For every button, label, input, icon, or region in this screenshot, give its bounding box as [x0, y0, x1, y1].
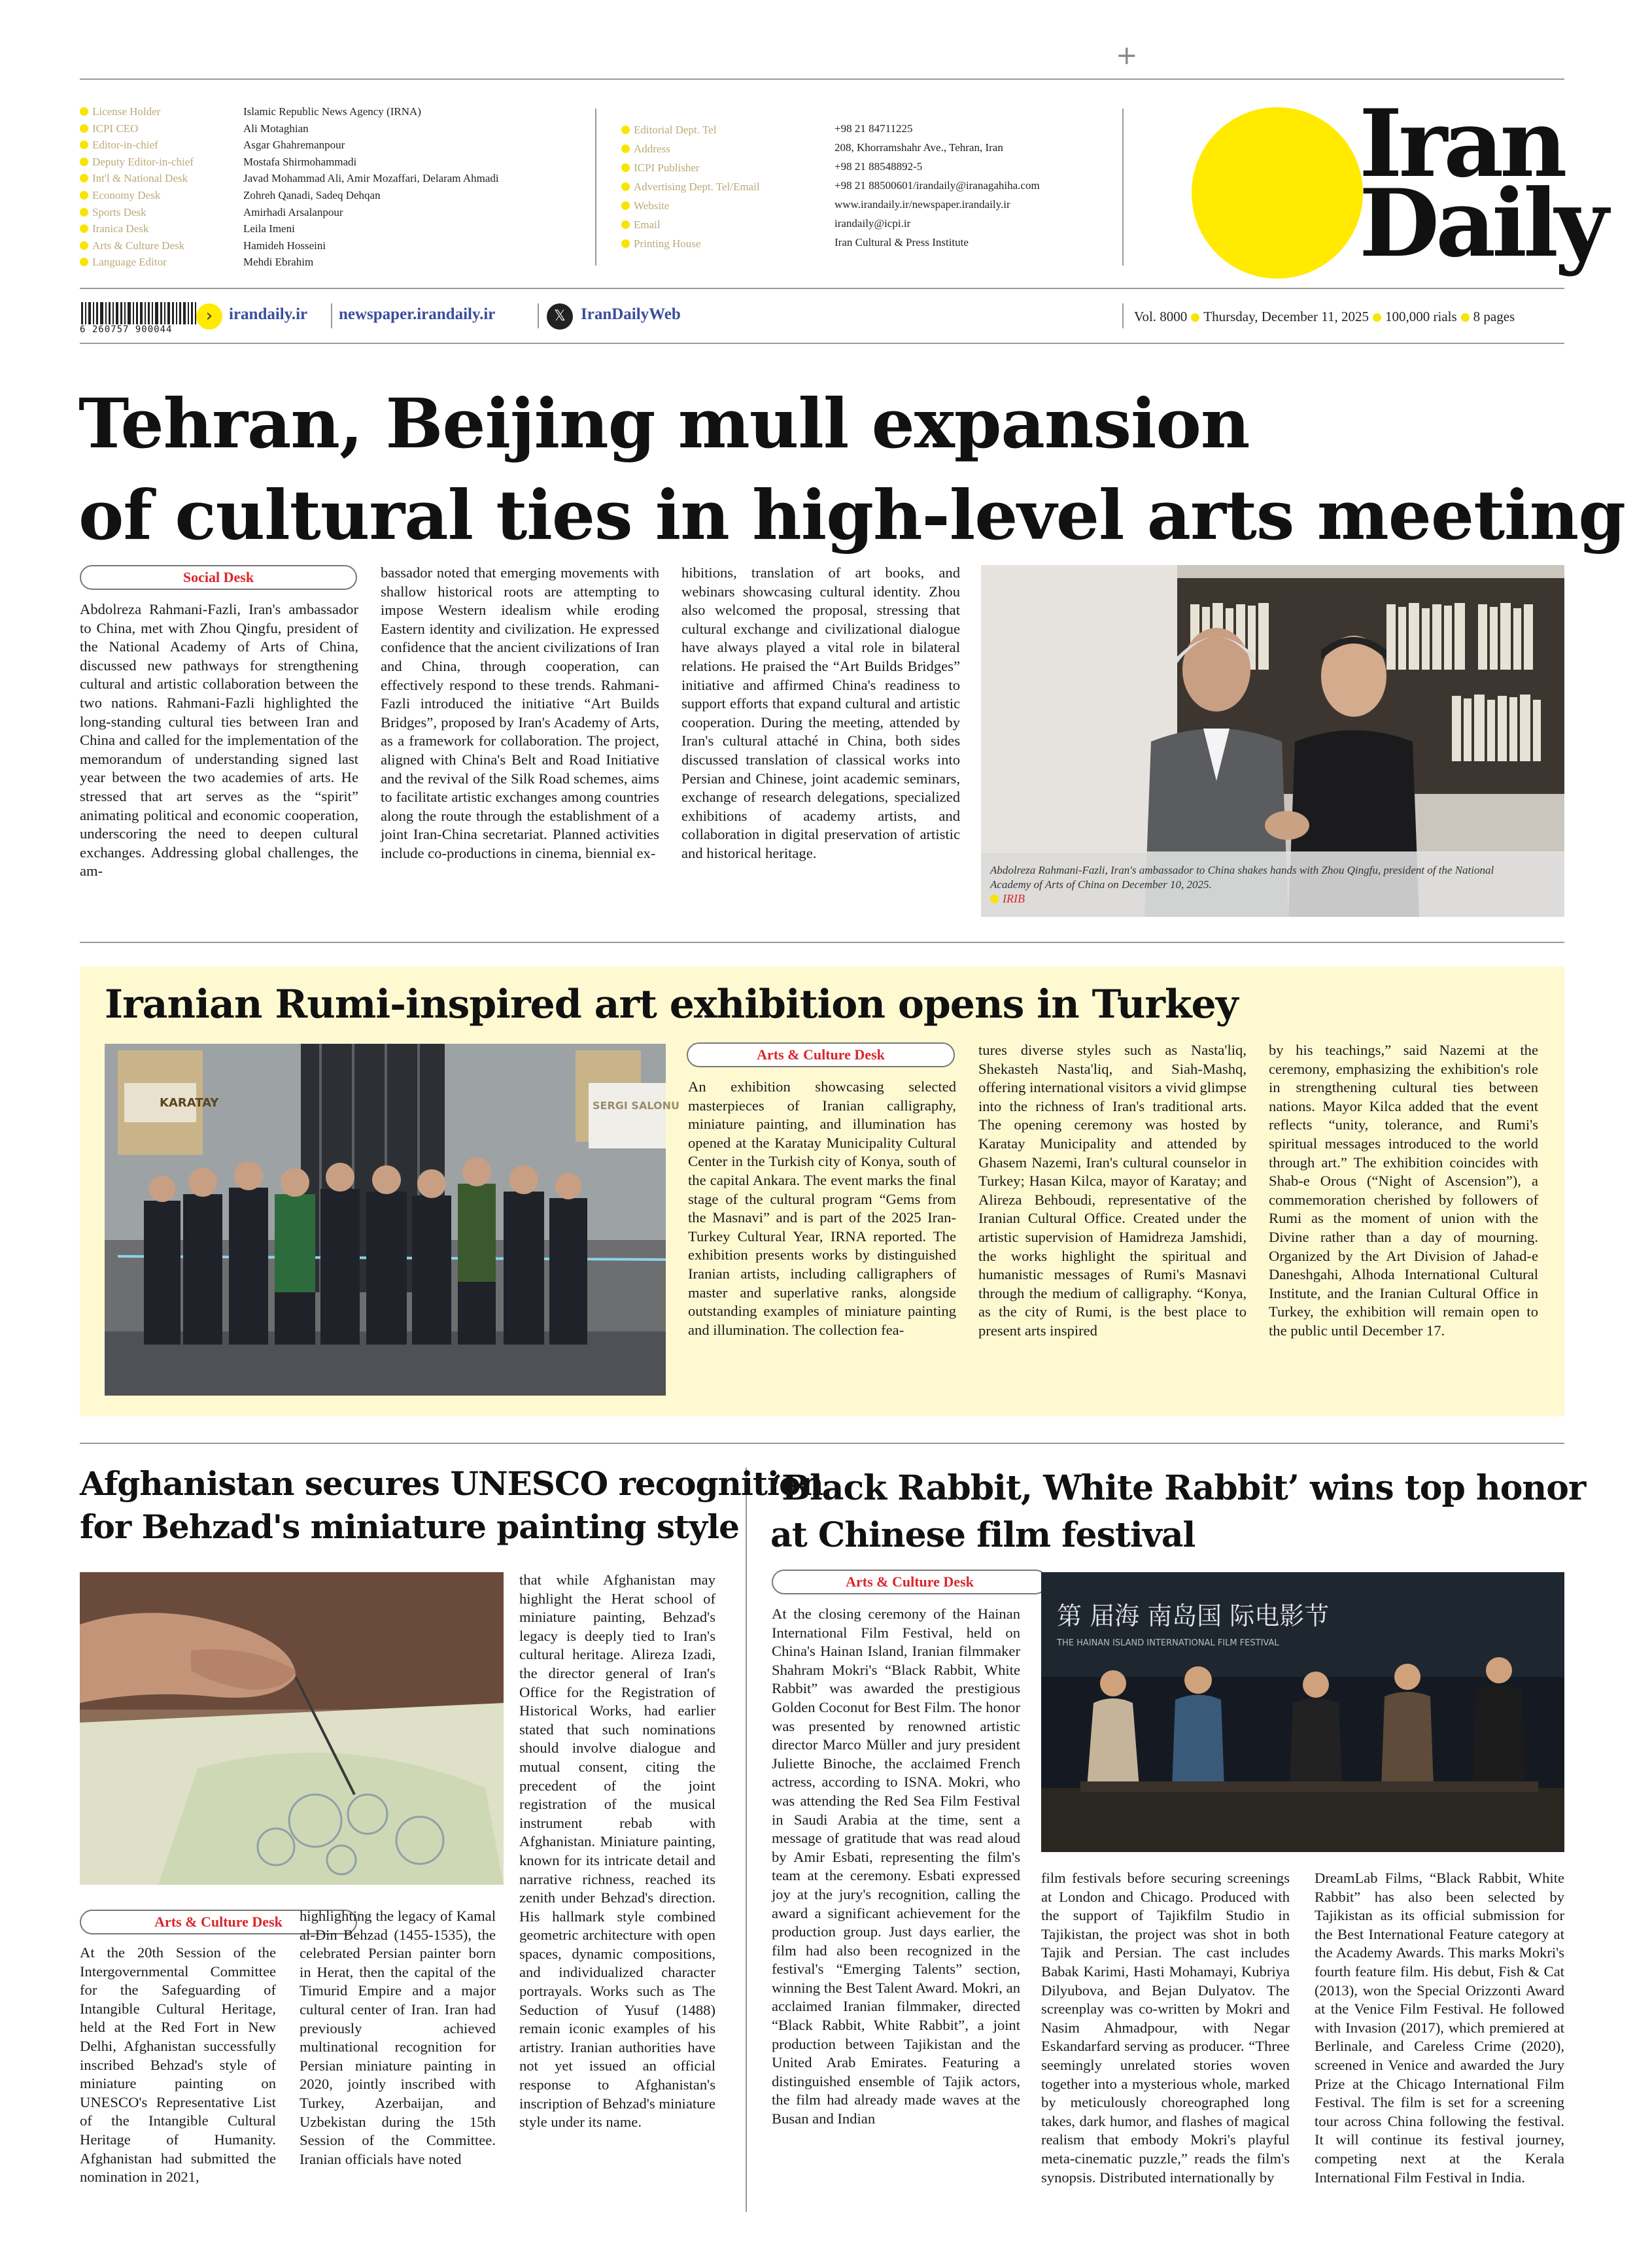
- logo-circle: [1192, 107, 1363, 279]
- staff-row: Sports Desk: [80, 204, 146, 221]
- desk-badge: Arts & Culture Desk: [772, 1570, 1048, 1594]
- staff-row: License Holder: [80, 103, 160, 120]
- infobar-bottom-rule: [80, 343, 1564, 344]
- staff-value: Hamideh Hosseini: [243, 239, 326, 252]
- contact-value: 208, Khorramshahr Ave., Tehran, Iran: [835, 141, 1003, 154]
- staff-value: Zohreh Qanadi, Sadeq Dehqan: [243, 189, 381, 201]
- contact-row: ICPI Publisher: [621, 160, 700, 177]
- masthead-divider: [1122, 109, 1124, 266]
- article-column: At the closing ceremony of the Hainan International Film Festival, held on China's Hainan Island, Iranian filmmaker Shahram Mokri's “Black Rabbit, White Rabbit” was awarded the prestigious Golden Coconut for Best Film. The honor was presented by renowned artistic director Marco Müller and jury president Juliette Binoche, the acclaimed French actress, according to ISNA. Mokri, who was attending the Red Sea Film Festival in Saudi Arabia at the time, sent a message of gratitude that was read aloud by Amir Esbati, representing the film's team at the ceremony. Esbati expressed joy at the jury's recognition, calling the award a significant achievement for the production group. Just days earlier, the film had also been recognized in the festival's “Emerging Talents” section, winning the Best Talent Award. Mokri, an acclaimed Iranian filmmaker, directed “Black Rabbit, White Rabbit”, a joint production between Tajikistan and the United Arab Emirates. Featuring a distinguished ensemble of Tajik actors, the film had already made waves at the Busan and Indian: [772, 1606, 1020, 2127]
- staff-row: Economy Desk: [80, 187, 160, 204]
- article-column: hibitions, translation of art books, and webinars showcasing cultural identity. Zhou also welcomed the proposal, stressing that cultural exchange and civilizational dialogue have always played a vital role in bilateral relations. He praised the “Art Builds Bridges” initiative and affirmed China's readiness to support efforts that expand cultural and artistic cooperation. During the meeting, attended by Iran's cultural attaché in China, both sides discussed translation of classical works into Persian and Chinese, joint academic seminars, exchange of research delegations, specialized exhibitions of academy artists, and collaboration in digital preservation of artistic and historical heritage.: [681, 564, 960, 861]
- photo-banner: 第 届海 南岛国 际电影节: [1057, 1602, 1330, 1630]
- staff-row: Editor-in-chief: [80, 137, 158, 154]
- contact-row: Email: [621, 216, 661, 233]
- article-column: tures diverse styles such as Nasta'liq, Shekasteh Nasta'liq, and Siah-Mashq, offering international visitors a vivid glimpse into the richness of Iran's traditional arts. The opening ceremony was hosted by Karatay Municipality and attended by Ghasem Nazemi, Iran's cultural counselor in Turkey; Hasan Kilca, mayor of Karatay; and Alireza Behboudi, representative of the Iranian Cultural Office. Created under the artistic supervision of Hamidreza Jamshidi, the works highlight the spiritual and humanistic messages of Rumi's Masnavi through the medium of calligraphy. “Konya, as the city of Rumi, is the best place to present arts inspired: [978, 1042, 1247, 1339]
- section-rule: [80, 942, 1564, 943]
- divider: [538, 303, 539, 328]
- logo-word-daily: Daily: [1359, 169, 1605, 278]
- crop-mark: +: [1116, 41, 1138, 71]
- article-column: highlighting the legacy of Kamal al-Din Behzad (1455-1535), the celebrated Persian painter born in Herat, then the capital of the Timurid Empire and a major cultural center of Iran. Iran had previously achieved multinational recognition for Persian miniature painting in 2020, jointly inscribed with Turkey, Azerbaijan, and Uzbekistan during the 15th Session of the Committee. Iranian officials have noted: [300, 1908, 496, 2167]
- desk-badge: Arts & Culture Desk: [687, 1042, 955, 1067]
- site-link-irandaily[interactable]: irandaily.ir: [229, 305, 308, 323]
- staff-value: Mostafa Shirmohammadi: [243, 155, 357, 168]
- photo-banner-sub: THE HAINAN ISLAND INTERNATIONAL FILM FESTIVAL: [1057, 1638, 1279, 1648]
- staff-value: Asgar Ghahremanpour: [243, 139, 345, 152]
- headline[interactable]: Afghanistan secures UNESCO recognition for Behzad's miniature painting style: [80, 1464, 823, 1546]
- barcode-number: 6 260757 900044: [80, 324, 173, 335]
- staff-row: Int'l & National Desk: [80, 170, 188, 187]
- issue-date: Thursday, December 11, 2025: [1203, 309, 1369, 324]
- article-column: by his teachings,” said Nazemi at the ceremony, emphasizing the exhibition's role in strengthening cultural ties between nations. Mayor Kilca added that the event reflects “unity, tolerance, and Rumi's spiritual messages introduced to the world through art.” The exhibition coincides with Shab-e Orous (“Night of Ascension”), a commemoration cherished by followers of Rumi as the moment of union with the Divine rather than a day of mourning. Organized by the Art Division of Jahad-e Daneshgahi, Alhoda International Cultural Institute, and the Iranian Cultural Office in Turkey, the exhibition will remain open to the public until December 17.: [1269, 1042, 1538, 1339]
- contact-value: +98 21 88548892-5: [835, 160, 923, 173]
- headline[interactable]: Iranian Rumi-inspired art exhibition opens in Turkey: [105, 982, 1238, 1027]
- miniature-painting-photo: [80, 1572, 504, 1885]
- contact-row: Website: [621, 198, 669, 215]
- desk-badge: Arts & Culture Desk: [80, 1910, 357, 1934]
- contact-row: Editorial Dept. Tel: [621, 122, 716, 139]
- desk-badge: Social Desk: [80, 565, 357, 590]
- price: 100,000 rials: [1385, 309, 1457, 324]
- headline[interactable]: ‘Black Rabbit, White Rabbit’ wins top honor at Chinese film festival: [770, 1468, 1586, 1555]
- top-rule: [80, 78, 1564, 80]
- article-column: At the 20th Session of the Intergovernmental Committee for the Safeguarding of Intangible Cultural Heritage, held at the Red Fort in New Delhi, Afghanistan successfully inscribed Behzad's style of miniature painting on UNESCO's Representative List of the Intangible Cultural Heritage of Humanity. Afghanistan had submitted the nomination in 2021,: [80, 1944, 276, 2186]
- social-handle[interactable]: IranDailyWeb: [581, 305, 681, 323]
- photo-sign-karatay: KARATAY: [160, 1096, 219, 1110]
- article-column: that while Afghanistan may highlight the Herat school of miniature painting, Behzad's legacy is deeply tied to Iran's cultural heritage. Alireza Izadi, the director general of Iran's Office for the Registration of Historical Works, had earlier stated that such nominations should involve dialogue and mutual consent, citing the precedent of the joint registration of the musical instrument rebab with Afghanistan. Miniature painting, known for its intricate detail and narrative richness, reached its zenith under Behzad's direction. His hallmark style combined geometric architecture with open spaces, dynamic compositions, and individualized character portrayals. Works such as The Seduction of Yusuf (1488) remain iconic examples of his artistry. Iranian authorities have not yet issued an official response to Afghanistan's inscription of Behzad's miniature style under its name.: [519, 1572, 715, 2131]
- contact-row: Address: [621, 141, 670, 158]
- issue-meta: [1134, 309, 1515, 325]
- site-link-newspaper[interactable]: newspaper.irandaily.ir: [339, 305, 496, 323]
- photo-caption: Abdolreza Rahmani-Fazli, Iran's ambassador to China shakes hands with Zhou Qingfu, president of the National Academy of Arts of China on December 10, 2025.: [990, 864, 1494, 891]
- photo-sign-salon: SERGI SALONU: [593, 1099, 680, 1112]
- contact-value: Iran Cultural & Press Institute: [835, 236, 969, 249]
- staff-value: Javad Mohammad Ali, Amir Mozaffari, Delaram Ahmadi: [243, 172, 499, 185]
- headline[interactable]: Tehran, Beijing mull expansion of cultural ties in high-level arts meeting: [78, 383, 1625, 555]
- divider: [331, 303, 332, 328]
- article-column: DreamLab Films, “Black Rabbit, White Rabbit” has also been selected by Tajikistan as its official submission for the Best International Feature category at the Academy Awards. This marks Mokri's fourth feature film. His debut, Fish & Cat (2013), won the Special Orizzonti Award at the Venice Film Festival. He followed with Invasion (2017), which premiered at Berlinale, and Careless Crime (2020), screened in Venice and awarded the Jury Prize at the Chicago International Film Festival. The film is set for a screening tour across China following the festival. It will continue its festival journey, competing next at the Kerala International Film Festival in India.: [1315, 1870, 1564, 2186]
- article-column: film festivals before securing screenings at London and Chicago. Produced with the support of Tajikfilm Studio in Tajikistan, the project was shot in both Tajik and Persian. The cast includes Babak Karimi, Hasti Mohamayi, Kubriya Dilyubova, and Bejan Dulyatov. The screenplay was co-written by Mokri and Nasim Ahmadpour, with Negar Eskandarfard serving as producer. “Three seemingly unrelated stories woven together into a mysterious whole, marked by meticulously choreographed long takes, dark humor, and flashes of magical realism that embody Mokri's playful meta-cinematic puzzle,” reads the film's synopsis. Distributed internationally by: [1041, 1870, 1290, 2186]
- staff-row: Iranica Desk: [80, 220, 148, 237]
- page-count: 8 pages: [1473, 309, 1515, 324]
- staff-row: Deputy Editor-in-chief: [80, 154, 194, 171]
- divider: [1122, 303, 1124, 328]
- x-social-icon: 𝕏: [547, 303, 573, 330]
- masthead-divider: [595, 109, 596, 266]
- staff-row: Language Editor: [80, 254, 167, 271]
- masthead-bottom-rule: [80, 288, 1564, 289]
- section-rule: [80, 1443, 1564, 1444]
- staff-value: Mehdi Ebrahim: [243, 256, 314, 269]
- contact-row: Printing House: [621, 235, 700, 252]
- staff-value: Ali Motaghian: [243, 122, 309, 135]
- article-column: Abdolreza Rahmani-Fazli, Iran's ambassador to China, met with Zhou Qingfu, president of the National Academy of Arts of China, discussed new pathways for strengthening cultural and artistic collaboration between the two nations. Rahmani-Fazli highlighted the long-standing cultural ties between Iran and China and called for the implementation of the memorandum of understanding signed last year between the two academies of arts. He stressed that art serves as the “spirit” animating political and economic cooperation, underscoring the need to deepen cultural exchanges. Addressing global challenges, the am-: [80, 601, 358, 880]
- staff-row: Arts & Culture Desk: [80, 237, 184, 254]
- column-divider: [746, 1468, 747, 2212]
- contact-value: +98 21 84711225: [835, 122, 913, 135]
- staff-value: Leila Imeni: [243, 222, 295, 235]
- article-column: bassador noted that emerging movements with shallow historical roots are attempting to impose Western idealism while eroding Eastern identity and civilization. He expressed confidence that the ancient civilizations of Iran and China, through cooperation, can effectively respond to these trends. Rahmani-Fazli introduced the initiative “Art Builds Bridges”, proposed by Iran's Academy of Arts, as a framework for collaboration. The project, aligned with China's Belt and Road Initiative and the revival of the Silk Road schemes, aims to facilitate artistic exchanges among countries along the route through the establishment of a joint Iran-China secretariat. Planned activities include co-productions in cinema, biennial ex-: [381, 564, 659, 861]
- ribbon-cutting-photo: [105, 1044, 680, 1396]
- film-festival-photo: [1041, 1572, 1564, 1852]
- contact-value: www.irandaily.ir/newspaper.irandaily.ir: [835, 198, 1010, 211]
- arrow-icon: ›: [196, 303, 222, 330]
- contact-value: +98 21 88500601/irandaily@iranagahiha.com: [835, 179, 1040, 192]
- staff-row: ICPI CEO: [80, 120, 138, 137]
- photo-credit: IRIB: [990, 892, 1025, 906]
- barcode: [81, 302, 196, 324]
- article-column: An exhibition showcasing selected masterpieces of Iranian calligraphy, miniature painting, and illumination has opened at the Karatay Municipality Cultural Center in the Turkish city of Konya, south of the capital Ankara. The event marks the final stage of the cultural program “Gems from the Masnavi” and is part of the 2025 Iran-Turkey Cultural Year, IRNA reported. The exhibition presents works by distinguished Iranian artists, including calligraphers of master and superlative ranks, alongside outstanding examples of miniature painting and illumination. The collection fea-: [688, 1078, 956, 1338]
- staff-value: Amirhadi Arsalanpour: [243, 205, 343, 218]
- contact-value: irandaily@icpi.ir: [835, 217, 911, 230]
- volume: Vol. 8000: [1134, 309, 1188, 324]
- contact-row: Advertising Dept. Tel/Email: [621, 179, 760, 196]
- staff-value: Islamic Republic News Agency (IRNA): [243, 105, 421, 118]
- logo-word-iran: Iran: [1359, 90, 1564, 198]
